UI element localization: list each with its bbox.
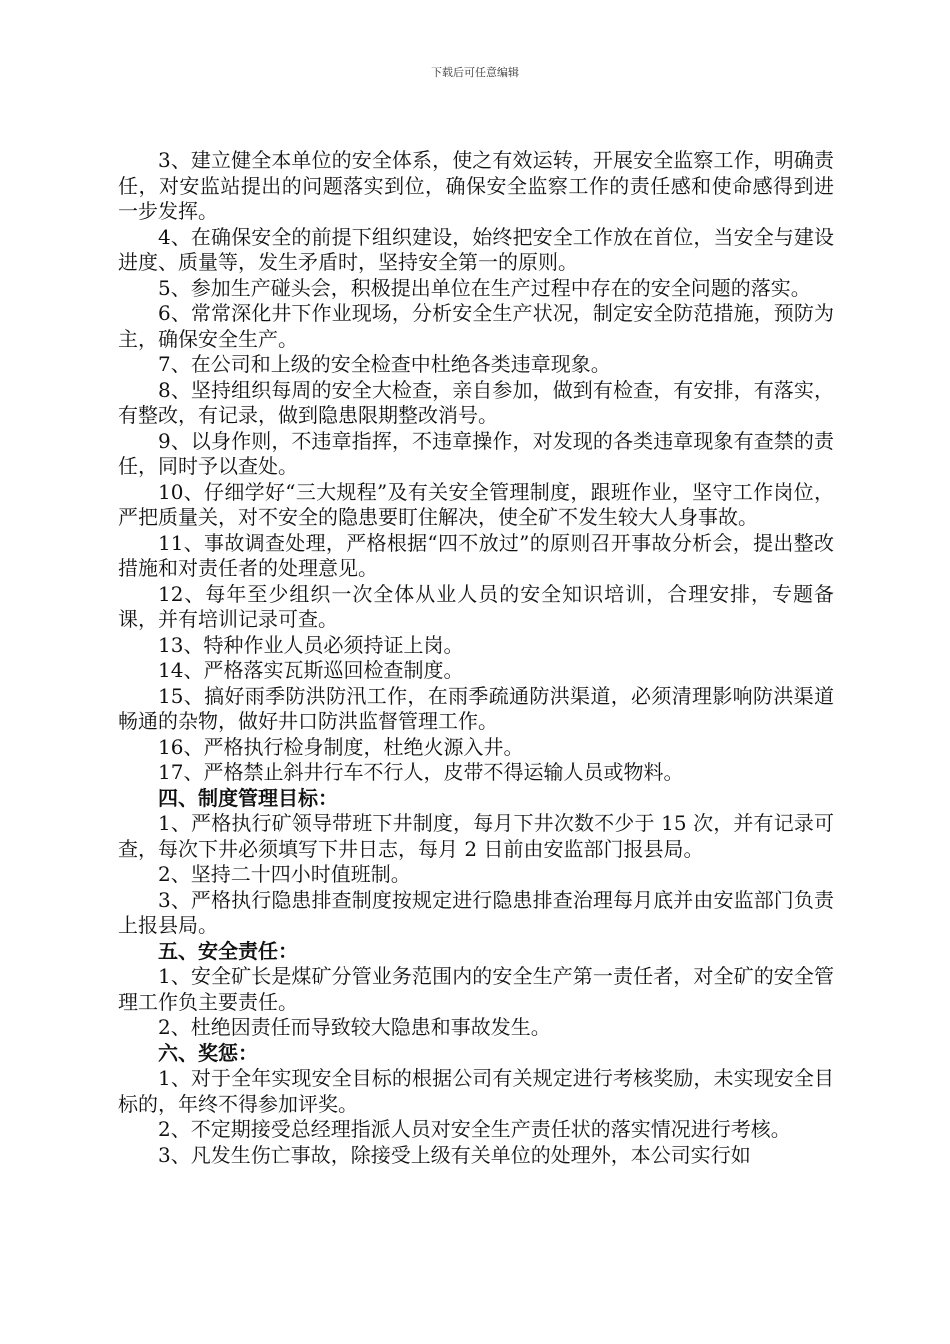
system-goal-1: 1、严格执行矿领导带班下井制度，每月下井次数不少于 15 次，并有记录可查，每次下井必须填写下井日志，每月 2 日前由安监部门报县局。: [118, 811, 834, 861]
paragraph-12: 12、每年至少组织一次全体从业人员的安全知识培训，合理安排，专题备课，并有培训记录可查。: [118, 581, 834, 631]
page-header: 下载后可任意编辑: [431, 66, 519, 79]
paragraph-15: 15、搞好雨季防洪防汛工作，在雨季疏通防洪渠道，必须清理影响防洪渠道畅通的杂物，做好井口防洪监督管理工作。: [118, 683, 834, 733]
paragraph-3: 3、建立健全本单位的安全体系，使之有效运转，开展安全监察工作，明确责任，对安监站提出的问题落实到位，确保安全监察工作的责任感和使命感得到进一步发挥。: [118, 148, 834, 223]
reward-2: 2、不定期接受总经理指派人员对安全生产责任状的落实情况进行考核。: [158, 1117, 791, 1141]
paragraph-9: 9、以身作则，不违章指挥，不违章操作，对发现的各类违章现象有查禁的责任，同时予以查处。: [118, 428, 834, 478]
paragraph-5: 5、参加生产碰头会，积极提出单位在生产过程中存在的安全问题的落实。: [158, 275, 811, 300]
section-heading-system-goals: 四、制度管理目标：: [158, 785, 338, 810]
paragraph-10: 10、仔细学好“三大规程”及有关安全管理制度，跟班作业，坚守工作岗位，严把质量关，对不安全的隐患要盯住解决，使全矿不发生较大人身事故。: [118, 479, 834, 529]
paragraph-14: 14、严格落实瓦斯巡回检查制度。: [158, 658, 464, 682]
system-goal-3: 3、严格执行隐患排查制度按规定进行隐患排查治理每月底并由安监部门负责上报县局。: [118, 887, 834, 937]
responsibility-1: 1、安全矿长是煤矿分管业务范围内的安全生产第一责任者，对全矿的安全管理工作负主要责任。: [118, 964, 834, 1014]
section-heading-safety-responsibility: 五、安全责任：: [158, 938, 298, 963]
paragraph-16: 16、严格执行检身制度，杜绝火源入井。: [158, 734, 524, 759]
paragraph-4: 4、在确保安全的前提下组织建设，始终把安全工作放在首位，当安全与建设进度、质量等，发生矛盾时，坚持安全第一的原则。: [118, 224, 834, 274]
paragraph-8: 8、坚持组织每周的安全大检查，亲自参加，做到有检查，有安排，有落实，有整改，有记录，做到隐患限期整改消号。: [118, 377, 834, 427]
paragraph-13: 13、特种作业人员必须持证上岗。: [158, 632, 464, 657]
paragraph-6: 6、常常深化井下作业现场，分析安全生产状况，制定安全防范措施，预防为主，确保安全生产。: [118, 301, 834, 351]
system-goal-2: 2、坚持二十四小时值班制。: [158, 862, 411, 886]
section-heading-rewards-penalties: 六、奖惩：: [158, 1040, 258, 1065]
document-body: [118, 148, 834, 1168]
paragraph-11: 11、事故调查处理，严格根据“四不放过”的原则召开事故分析会，提出整改措施和对责任者的处理意见。: [118, 530, 834, 580]
responsibility-2: 2、杜绝因责任而导致较大隐患和事故发生。: [158, 1015, 551, 1039]
reward-1: 1、对于全年实现安全目标的根据公司有关规定进行考核奖励，未实现安全目标的，年终不得参加评奖。: [118, 1066, 834, 1116]
paragraph-7: 7、在公司和上级的安全检查中杜绝各类违章现象。: [158, 352, 611, 376]
paragraph-17: 17、严格禁止斜井行车不行人，皮带不得运输人员或物料。: [158, 760, 684, 784]
reward-3: 3、凡发生伤亡事故，除接受上级有关单位的处理外，本公司实行如: [158, 1142, 751, 1167]
